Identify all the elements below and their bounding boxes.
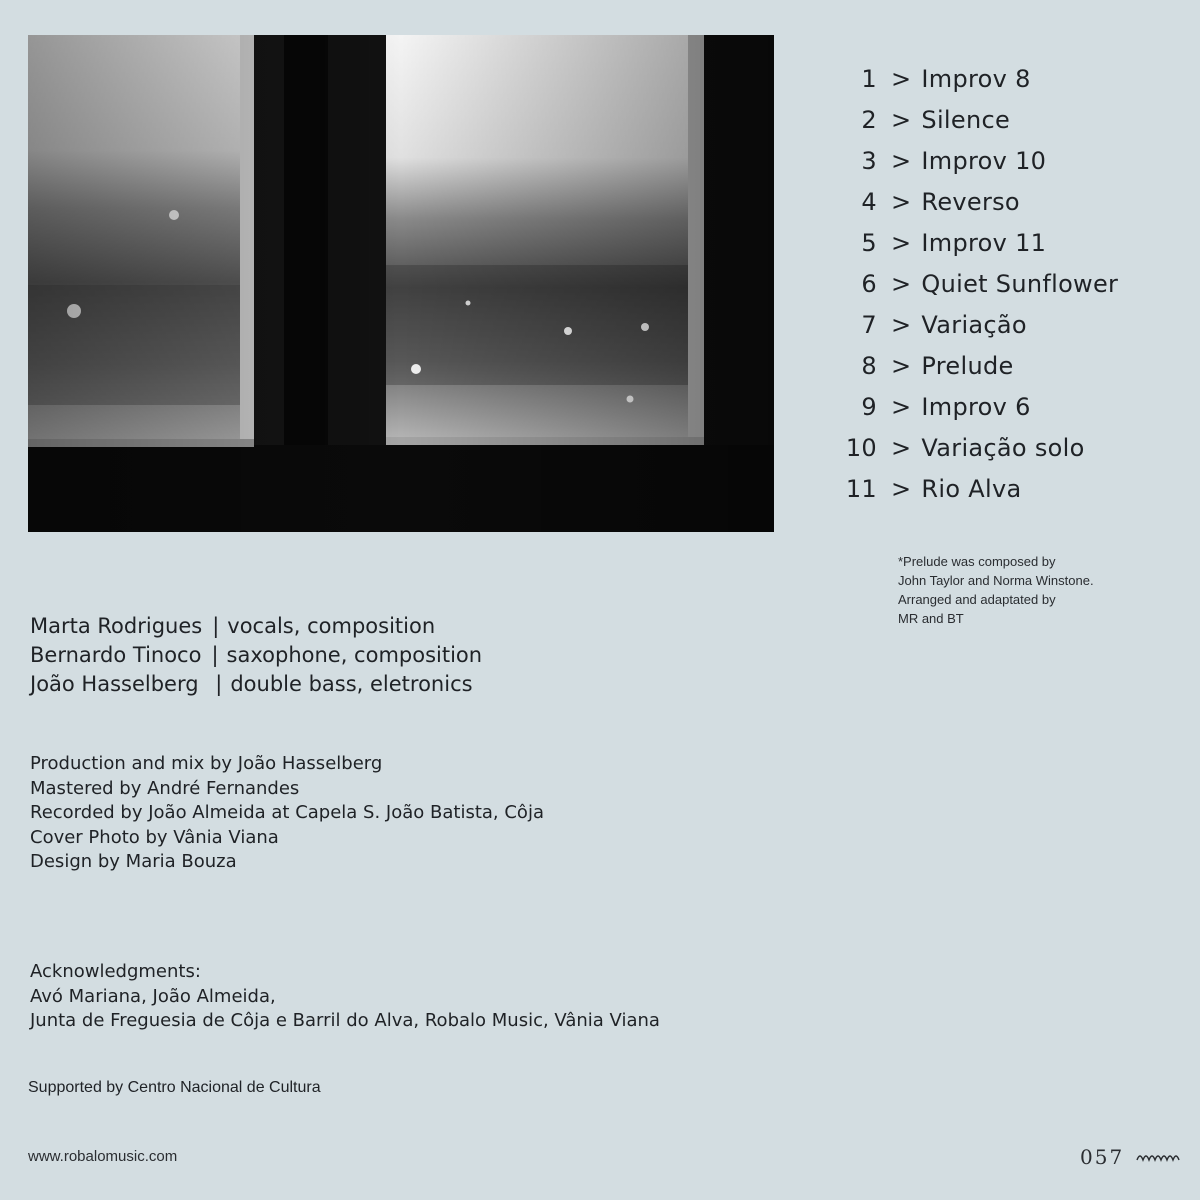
note-line: MR and BT	[898, 611, 964, 626]
person-row	[30, 670, 482, 699]
acknowledgments-heading: Acknowledgments:	[30, 961, 201, 982]
track-title: Improv 10	[921, 146, 1047, 175]
track-item	[830, 386, 1180, 427]
track-title: Rio Alva	[921, 474, 1022, 503]
track-item	[830, 181, 1180, 222]
cover-photo	[28, 35, 774, 532]
track-title: Reverso	[921, 187, 1020, 216]
track-number: 5	[861, 228, 877, 257]
note-line: John Taylor and Norma Winstone.	[898, 573, 1094, 588]
track-arrow: >	[891, 433, 912, 462]
support-text: Supported by Centro Nacional de Cultura	[28, 1079, 321, 1096]
person-role: vocals, composition	[227, 614, 436, 638]
track-item	[830, 140, 1180, 181]
track-item	[830, 345, 1180, 386]
track-arrow: >	[891, 105, 912, 134]
track-title: Prelude	[921, 351, 1014, 380]
track-arrow: >	[891, 474, 912, 503]
window-photo	[28, 35, 774, 532]
credit-line: Recorded by João Almeida at Capela S. João Batista, Côja	[30, 802, 544, 823]
track-item	[830, 263, 1180, 304]
track-title: Improv 11	[921, 228, 1047, 257]
track-title: Improv 6	[921, 392, 1031, 421]
track-item	[830, 427, 1180, 468]
note-line: *Prelude was composed by	[898, 554, 1056, 569]
person-row	[30, 641, 482, 670]
catalog-number: 057	[1080, 1145, 1125, 1169]
track-title: Improv 8	[921, 64, 1031, 93]
person-name: João Hasselberg	[30, 672, 206, 696]
track-number: 4	[861, 187, 877, 216]
person-name: Marta Rodrigues	[30, 614, 203, 638]
person-separator: |	[215, 672, 223, 696]
credit-line: Design by Maria Bouza	[30, 851, 237, 872]
track-arrow: >	[891, 269, 912, 298]
track-number: 8	[861, 351, 877, 380]
person-row	[30, 612, 482, 641]
track-item	[830, 304, 1180, 345]
credit-line: Cover Photo by Vânia Viana	[30, 826, 279, 848]
production-credits	[30, 752, 544, 875]
person-role: saxophone, composition	[226, 643, 483, 667]
wave-logo-icon	[1136, 1149, 1180, 1165]
person-separator: |	[212, 614, 220, 638]
track-arrow: >	[891, 228, 912, 257]
acknowledgments-line: Junta de Freguesia de Côja e Barril do Alva, Robalo Music, Vânia Viana	[30, 1010, 660, 1031]
acknowledgments	[30, 960, 660, 1034]
track-number: 11	[845, 474, 877, 503]
catalog	[1080, 1145, 1180, 1169]
person-separator: |	[211, 643, 219, 667]
track-number: 3	[861, 146, 877, 175]
track-title: Quiet Sunflower	[921, 269, 1119, 298]
person-name: Bernardo Tinoco	[30, 643, 202, 667]
track-item	[830, 99, 1180, 140]
credit-line: Production and mix by João Hasselberg	[30, 753, 383, 774]
track-number: 10	[845, 433, 877, 462]
track-title: Silence	[921, 105, 1011, 134]
track-number: 6	[861, 269, 877, 298]
track-number: 2	[861, 105, 877, 134]
track-arrow: >	[891, 392, 912, 421]
track-arrow: >	[891, 64, 912, 93]
person-role: double bass, eletronics	[230, 672, 473, 696]
note-line: Arranged and adaptated by	[898, 592, 1056, 607]
track-title: Variação solo	[921, 433, 1085, 462]
personnel-list	[30, 612, 482, 699]
composition-note	[898, 552, 1158, 628]
track-item	[830, 58, 1180, 99]
track-number: 1	[861, 64, 877, 93]
track-item	[830, 468, 1180, 509]
acknowledgments-line: Avó Mariana, João Almeida,	[30, 985, 276, 1007]
track-arrow: >	[891, 351, 912, 380]
track-item	[830, 222, 1180, 263]
track-number: 9	[861, 392, 877, 421]
track-arrow: >	[891, 310, 912, 339]
track-arrow: >	[891, 146, 912, 175]
website-link[interactable]: www.robalomusic.com	[28, 1148, 178, 1165]
track-arrow: >	[891, 187, 912, 216]
credit-line: Mastered by André Fernandes	[30, 777, 300, 799]
track-title: Variação	[921, 310, 1027, 339]
track-number: 7	[861, 310, 877, 339]
tracklist	[830, 58, 1180, 509]
